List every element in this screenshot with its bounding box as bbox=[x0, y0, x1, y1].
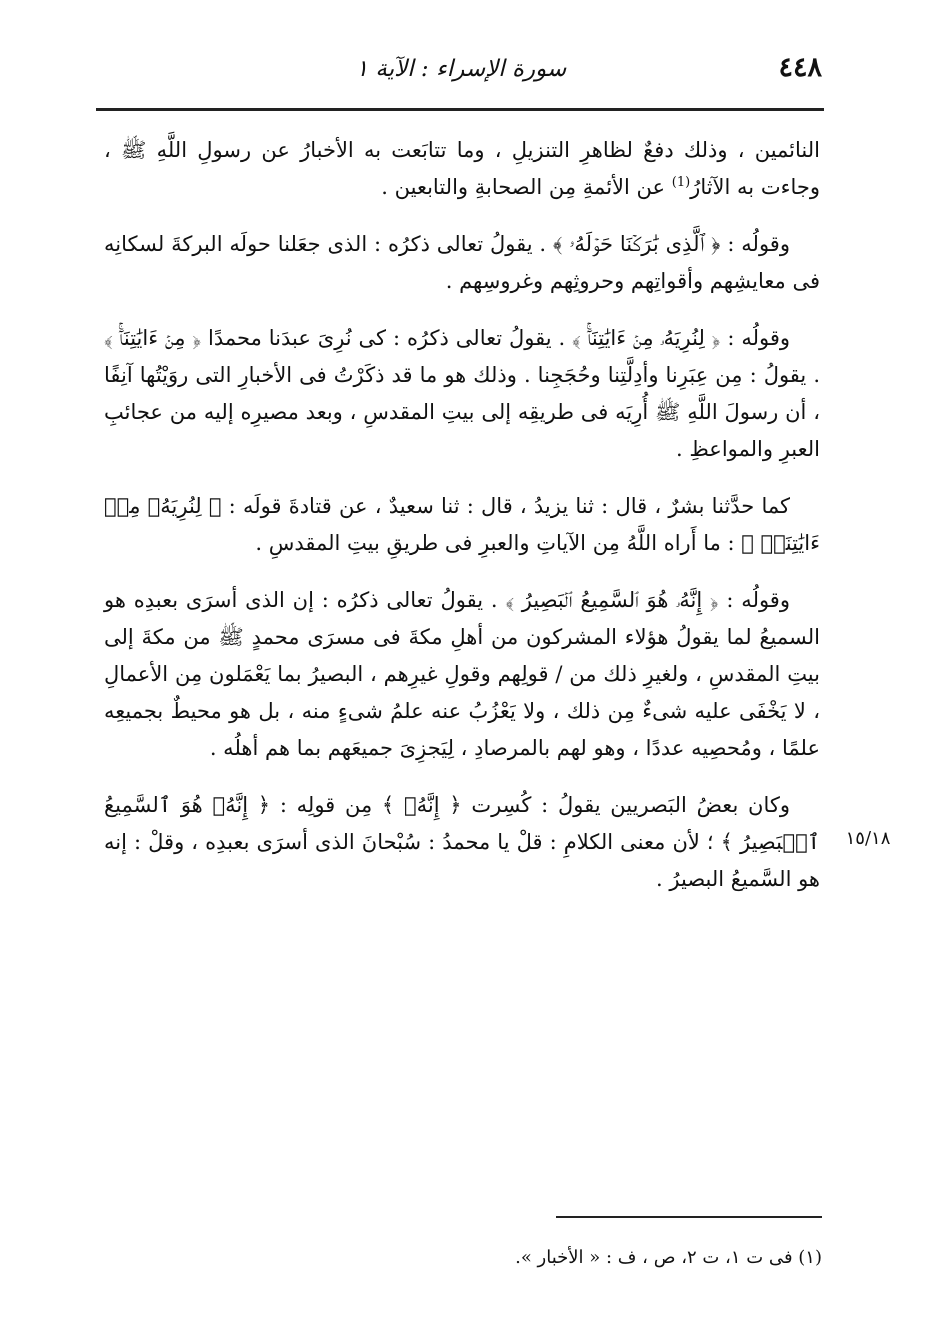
header-rule bbox=[96, 108, 824, 111]
margin-marker: ١٥/١٨ bbox=[845, 828, 891, 849]
paragraph bbox=[104, 132, 820, 206]
paragraph bbox=[104, 787, 820, 898]
paragraph bbox=[104, 488, 820, 562]
paragraph-text: وكان بعضُ البَصريين يقولُ : كُسِرت ﴿ إِنَّهُۥ ﴾ مِن قولِه : ﴿ إِنَّهُۥ هُوَ ٱلسَّمِيعُ ٱلۡبَصِيرُ ﴾ ؛ لأن معنى الكلامِ : قلْ يا محمدُ : سُبْحانَ الذى أسرَى بعبدِه ، وقلْ : إنه هو السَّميعُ البصيرُ . bbox=[104, 793, 820, 891]
paragraph-text: وقولُه : ﴿ لِنُرِيَهُۥ مِنۡ ءَايَٰتِنَآۚ ﴾ . يقولُ تعالى ذكرُه : كى نُرِىَ عبدَنا محمدًا ﴿ مِنۡ ءَايَٰتِنَآۚ ﴾ . يقولُ : مِن عِبَرِنا وأدِلَّتِنا وحُجَجِنا . وذلك هو ما قد ذكَرْتُ فى الأخبارِ التى روَيْتُها آنِفًا ، أن رسولَ اللَّهِ ﷺ أُرِيَه فى طريقِه إلى بيتِ المقدسِ ، وبعد مصيرِه إليه من عجائبِ العبرِ والمواعظِ . bbox=[104, 326, 820, 461]
footnote-rule bbox=[556, 1216, 822, 1218]
running-title: سورة الإسراء : الآية ١ bbox=[355, 56, 567, 82]
paragraph-text: كما حدَّثنا بشرٌ ، قال : ثنا يزيدُ ، قال : ثنا سعيدٌ ، عن قتادةَ قولَه : ﴿ لِنُرِيَهُۥ مِنۡ ءَايَٰتِنَآۚ ﴾ : ما أَراه اللَّهُ مِن الآياتِ والعبرِ فى طريقِ بيتِ المقدسِ . bbox=[104, 494, 820, 555]
paragraph-text: النائمين ، وذلك دفعٌ لظاهرِ التنزيلِ ، وما تتابَعت به الأخبارُ عن رسولِ اللَّهِ ﷺ ، وجاءت به الآثارُ bbox=[104, 138, 820, 199]
footnote: (١) فى ت ١، ت ٢، ص ، ف : « الأخبار ». bbox=[515, 1247, 822, 1268]
paragraph bbox=[104, 226, 820, 300]
page-header bbox=[100, 52, 822, 92]
body-text bbox=[104, 132, 820, 910]
paragraph bbox=[104, 582, 820, 767]
footnote-reference: (1) bbox=[671, 175, 691, 190]
page-number: ٤٤٨ bbox=[778, 52, 822, 83]
paragraph bbox=[104, 320, 820, 468]
paragraph-text: وقولُه : ﴿ إِنَّهُۥ هُوَ ٱلسَّمِيعُ ٱلۡبَصِيرُ ﴾ . يقولُ تعالى ذكرُه : إن الذى أسرَى بعبدِه هو السميعُ لما يقولُ هؤلاء المشركون من أهلِ مكةَ فى مسرَى محمدٍ ﷺ من مكةَ إلى بيتِ المقدسِ ، ولغيرِ ذلك من / قولِهم وقولِ غيرِهم ، البصيرُ بما يَعْمَلون مِن الأعمالِ ، لا يَخْفَى عليه شىءٌ مِن ذلك ، ولا يَعْزُبُ عنه علمُ شىءٍ منه ، بل هو محيطٌ بجميعِه علمًا ، ومُحصِيه عددًا ، وهو لهم بالمرصادِ ، لِيَجزِىَ جميعَهم بما هم أهلُه . bbox=[104, 588, 820, 760]
paragraph-text: وقولُه : ﴿ ٱلَّذِى بَٰرَكۡنَا حَوۡلَهُۥ ﴾ . يقولُ تعالى ذكرُه : الذى جعَلنا حولَه البركةَ لسكانِه فى معايشِهم وأقواتِهم وحروثِهم وغروسِهم . bbox=[104, 232, 820, 293]
paragraph-text-continued: عن الأئمةِ مِن الصحابةِ والتابعين . bbox=[381, 175, 672, 199]
